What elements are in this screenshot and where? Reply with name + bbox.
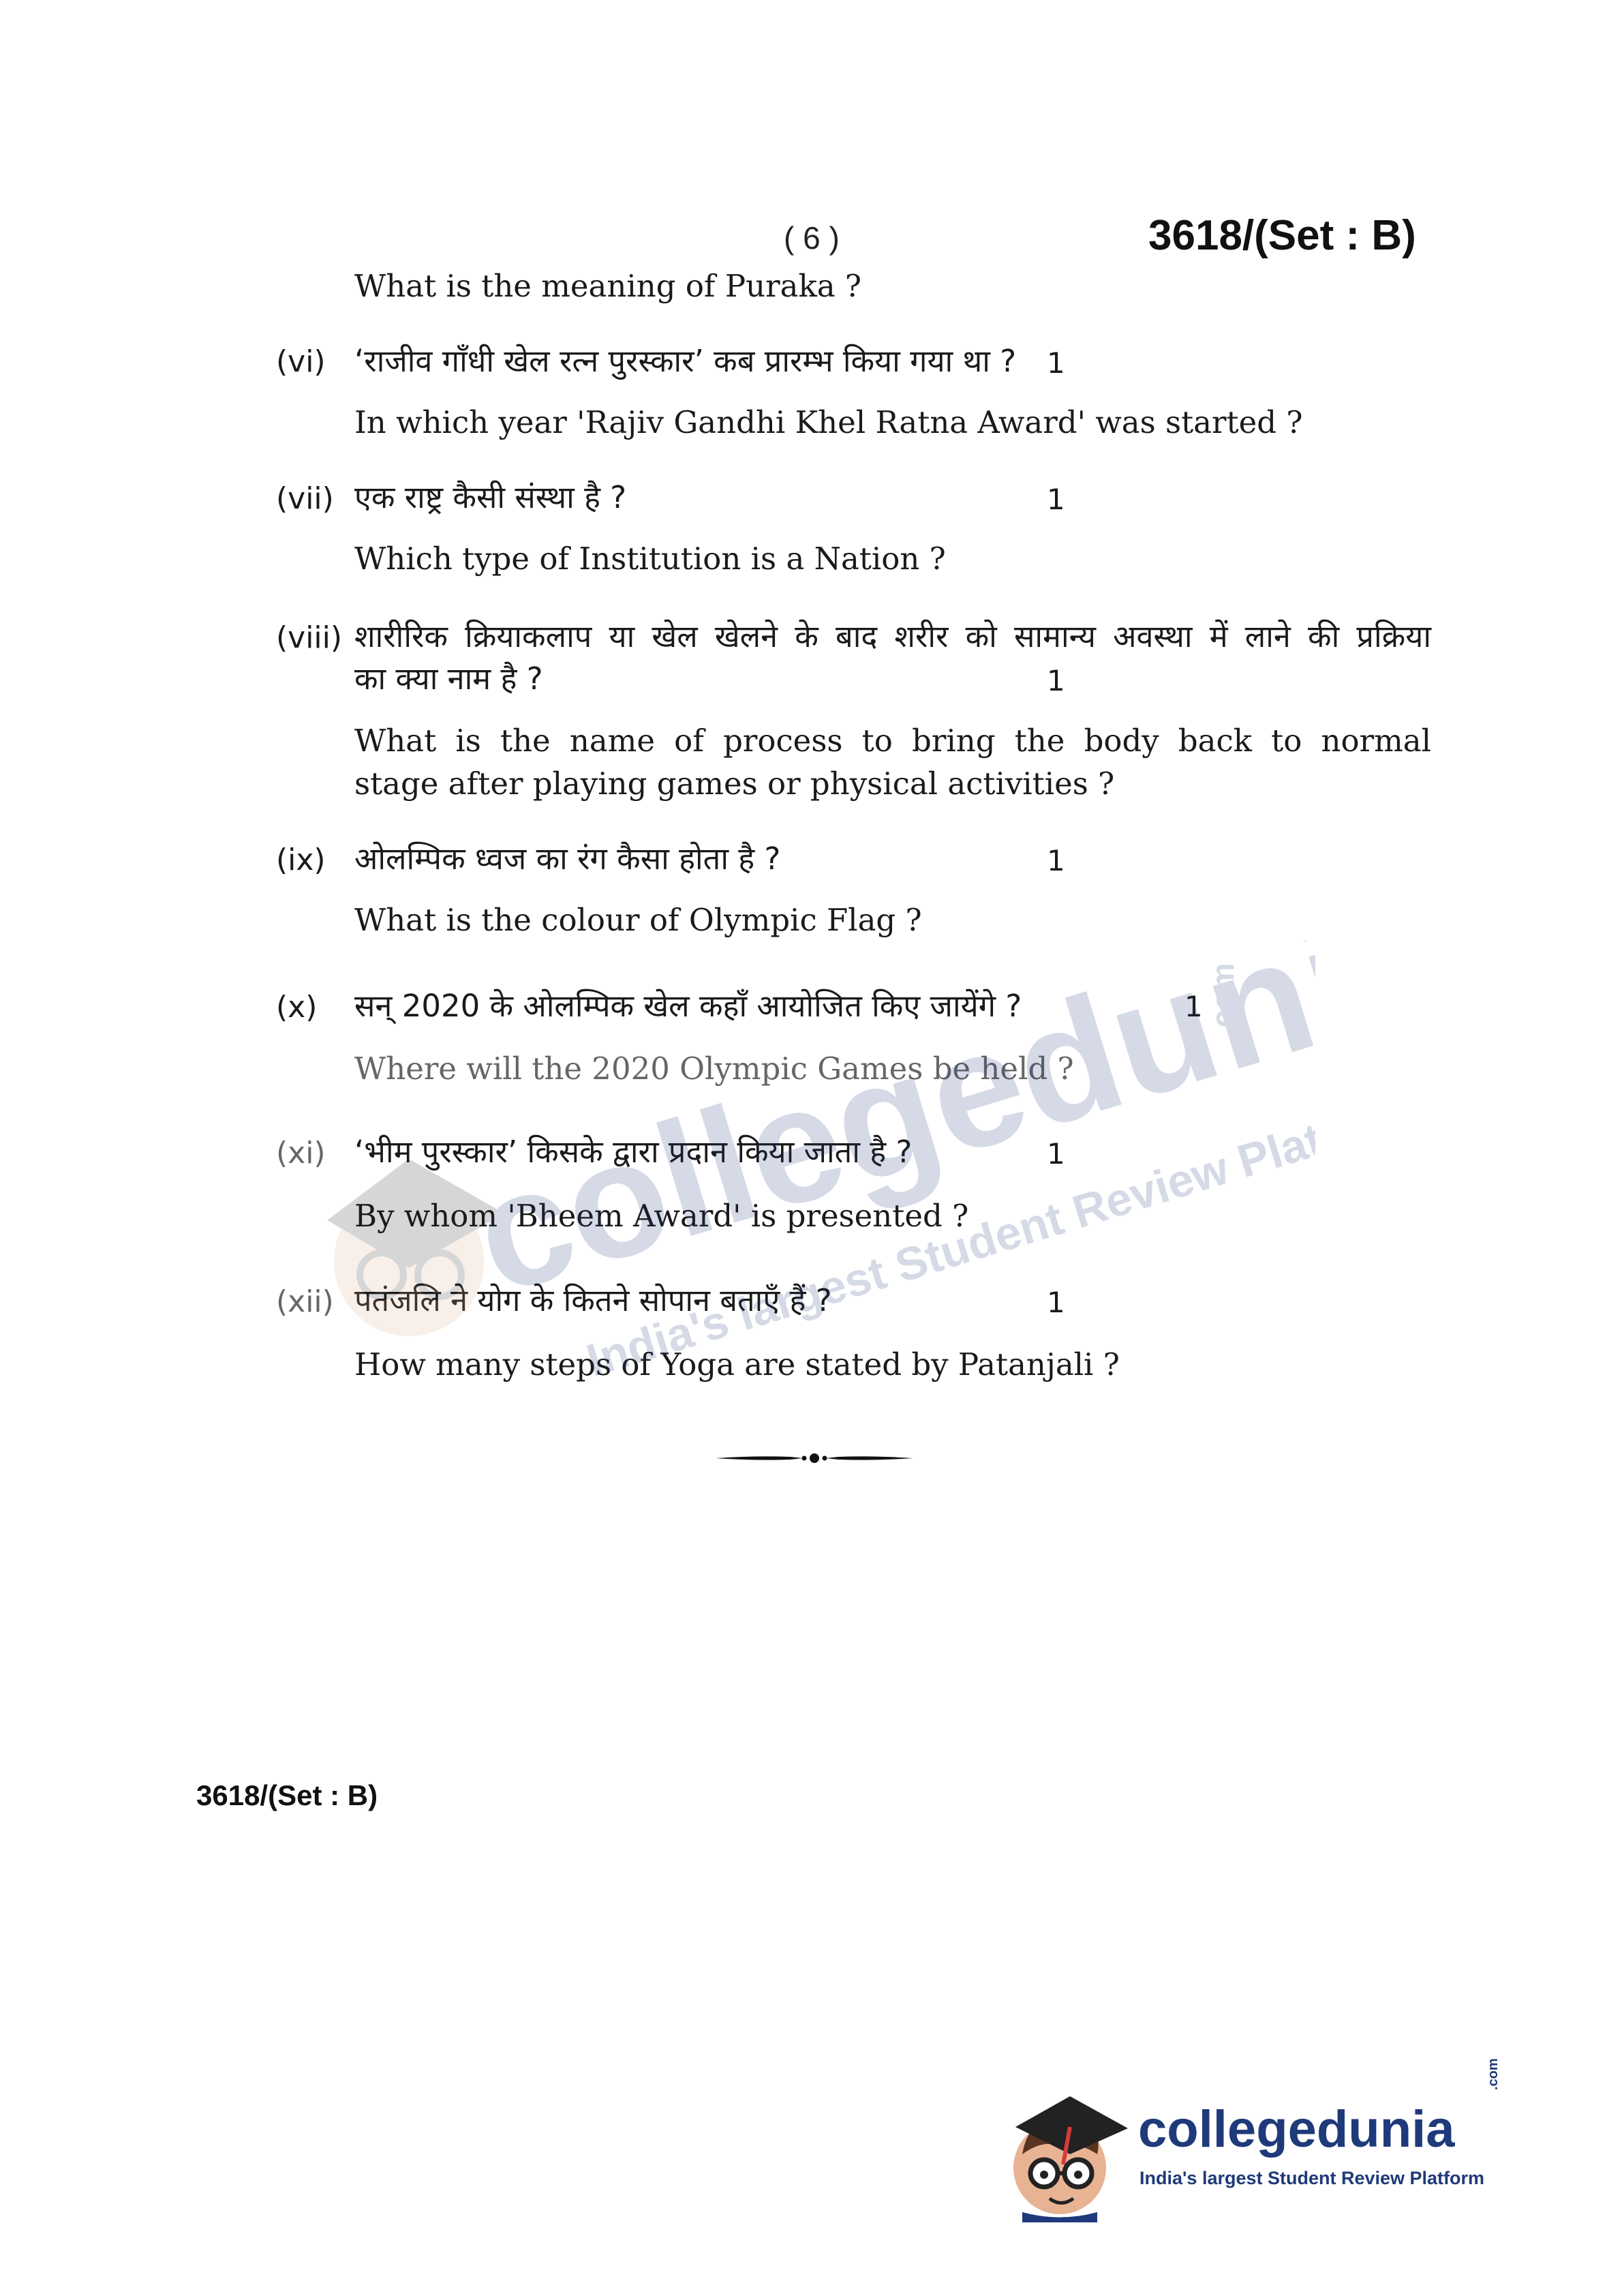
question-hindi: पतंजलि ने योग के कितने सोपान बताएँ हैं ? [354, 1282, 832, 1318]
question-hindi: ‘भीम पुरस्कार’ किसके द्वारा प्रदान किया जाता है ? [354, 1134, 913, 1170]
question-number: (vii) [276, 481, 334, 516]
question-english-line2: stage after playing games or physical activities ? [354, 766, 1115, 802]
question-hindi: ओलम्पिक ध्वज का रंग कैसा होता है ? [354, 841, 781, 877]
brand-tagline: India's largest Student Review Platform [1139, 2168, 1485, 2188]
watermark-mascot-icon [320, 941, 1315, 1432]
question-english: How many steps of Yoga are stated by Patanjali ? [354, 1346, 1120, 1383]
question-number: (xi) [276, 1136, 326, 1170]
question-number: (viii) [276, 620, 343, 655]
question-hindi-line2: का क्या नाम है ? [354, 661, 543, 697]
question-english: By whom 'Bheem Award' is presented ? [354, 1198, 969, 1234]
brand-name: collegedunia [1138, 2100, 1455, 2158]
watermark-domain: .com [1205, 963, 1240, 1036]
question-hindi: शारीरिक क्रियाकलाप या खेल खेलने के बाद शरीर को सामान्य अवस्था में लाने की प्रक्रिया [354, 618, 1431, 654]
question-english: What is the name of process to bring the body back to normal [354, 723, 1431, 759]
question-number: (ix) [276, 843, 326, 877]
paper-code: 3618/(Set : B) [1148, 212, 1416, 259]
question-english: Where will the 2020 Olympic Games be held ? [354, 1051, 1074, 1087]
question-hindi: ‘राजीव गाँधी खेल रत्न पुरस्कार’ कब प्रारम्भ किया गया था ? [354, 343, 1017, 379]
question-hindi: सन् 2020 के ओलम्पिक खेल कहाँ आयोजित किए जायेंगे ? [354, 988, 1022, 1024]
mascot-icon [995, 2086, 1131, 2222]
question-marks: 1 [1047, 483, 1065, 516]
question-marks: 1 [1047, 346, 1065, 380]
question-marks: 1 [1184, 990, 1203, 1023]
question-hindi: एक राष्ट्र कैसी संस्था है ? [354, 479, 627, 515]
question-marks: 1 [1047, 664, 1065, 697]
question-english: In which year 'Rajiv Gandhi Khel Ratna Award' was started ? [354, 404, 1303, 440]
page-number: ( 6 ) [784, 220, 840, 256]
question-marks: 1 [1047, 1286, 1065, 1319]
watermark-tagline: India's largest Student Review Platform [581, 1083, 1315, 1387]
footer-paper-code: 3618/(Set : B) [196, 1779, 378, 1811]
question-number: (xii) [276, 1284, 334, 1319]
question-marks: 1 [1047, 844, 1065, 877]
question-v-english: What is the meaning of Puraka ? [354, 268, 862, 304]
brand-domain: .com [1486, 2058, 1501, 2090]
question-english: What is the colour of Olympic Flag ? [354, 902, 922, 938]
question-number: (vi) [276, 344, 326, 379]
watermark-text: collegedunia [454, 941, 1315, 1329]
question-english: Which type of Institution is a Nation ? [354, 541, 946, 577]
question-number: (x) [276, 990, 318, 1025]
end-ornament [716, 1448, 913, 1468]
watermark [320, 941, 1315, 1434]
question-marks: 1 [1047, 1137, 1065, 1170]
